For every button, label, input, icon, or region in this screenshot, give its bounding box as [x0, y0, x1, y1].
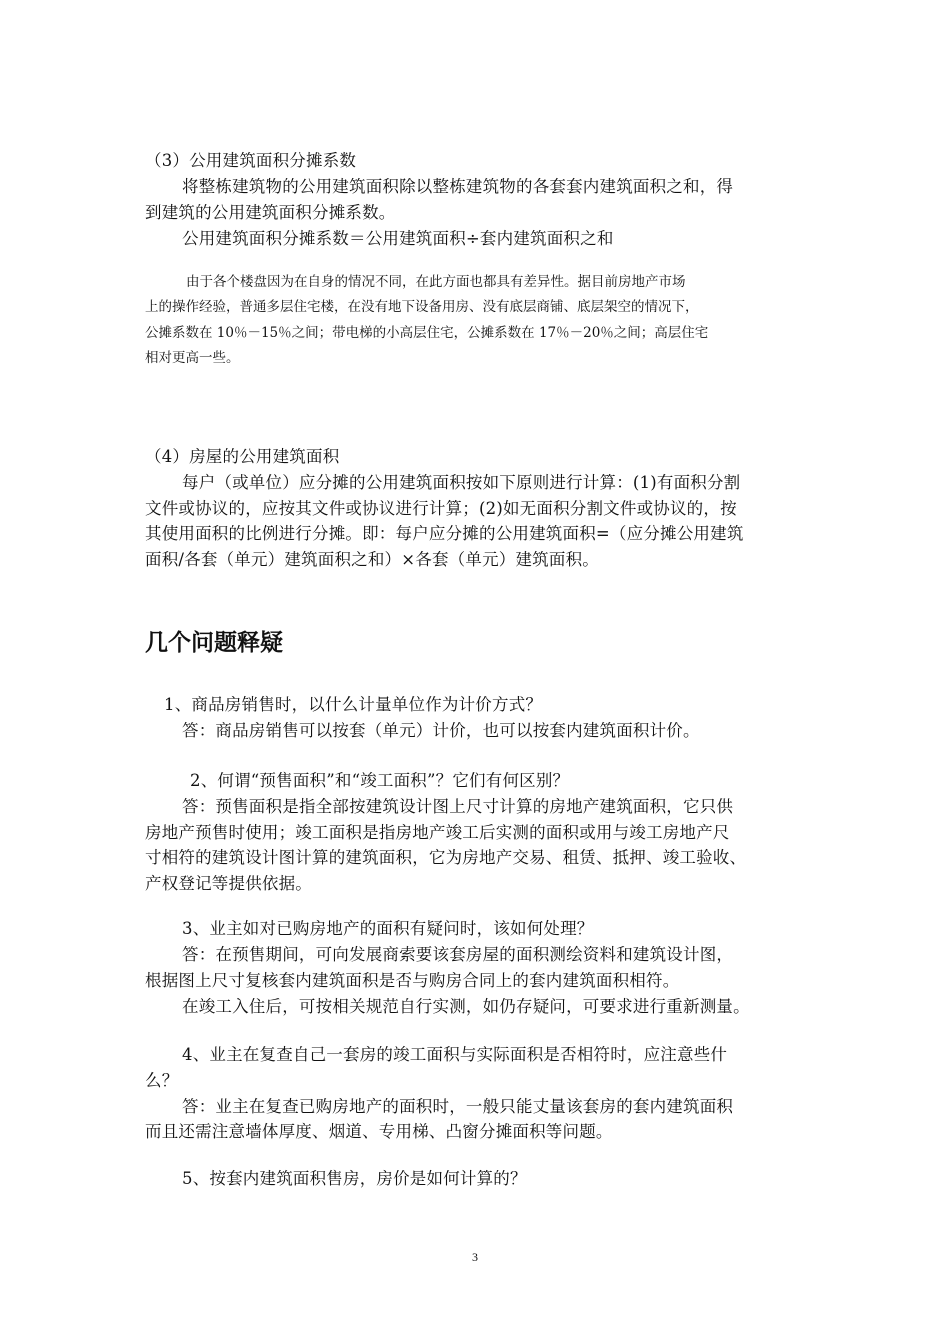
page-number: 3	[472, 1250, 478, 1264]
faq-answer-4-line: 答：业主在复查已购房地产的面积时，一般只能丈量该套房的套内建筑面积	[182, 1097, 734, 1116]
section4-line: 面积/各套（单元）建筑面积之和）×各套（单元）建筑面积。	[145, 550, 599, 569]
faq-question-1: 1、商品房销售时，以什么计量单位作为计价方式？	[164, 695, 543, 714]
faq-question-4-line1: 4、业主在复查自己一套房的竣工面积与实际面积是否相符时，应注意些什	[182, 1045, 728, 1064]
faq-answer-3-line: 答：在预售期间，可向发展商索要该套房屋的面积测绘资料和建筑设计图，	[182, 945, 734, 964]
section3-formula: 公用建筑面积分摊系数＝公用建筑面积÷套内建筑面积之和	[182, 229, 614, 248]
faq-question-3: 3、业主如对已购房地产的面积有疑问时，该如何处理？	[182, 919, 594, 938]
faq-answer-2-line: 房地产预售时使用；竣工面积是指房地产竣工后实测的面积或用与竣工房地产尺	[145, 823, 730, 842]
faq-heading: 几个问题释疑	[145, 630, 283, 656]
faq-answer-3-line: 根据图上尺寸复核套内建筑面积是否与购房合同上的套内建筑面积相符。	[145, 971, 680, 990]
faq-answer-2-line: 答：预售面积是指全部按建筑设计图上尺寸计算的房地产建筑面积，它只供	[182, 797, 734, 816]
section4-line: 其使用面积的比例进行分摊。即：每户应分摊的公用建筑面积=（应分摊公用建筑	[145, 524, 744, 543]
faq-answer-4-line: 而且还需注意墙体厚度、烟道、专用梯、凸窗分摊面积等问题。	[145, 1122, 613, 1141]
section3-note-line: 由于各个楼盘因为在自身的情况不同，在此方面也都具有差异性。据目前房地产市场	[186, 274, 686, 290]
section3-title: （3）公用建筑面积分摊系数	[145, 151, 357, 170]
section4-line: 每户（或单位）应分摊的公用建筑面积按如下原则进行计算：(1)有面积分割	[182, 473, 741, 492]
section4-title: （4）房屋的公用建筑面积	[145, 447, 340, 466]
section3-note-line: 上的操作经验，普通多层住宅楼，在没有地下设备用房、没有底层商铺、底层架空的情况下，	[145, 299, 699, 315]
faq-answer-2-line: 寸相符的建筑设计图计算的建筑面积，它为房地产交易、租赁、抵押、竣工验收、	[145, 848, 747, 867]
section3-note-line: 公摊系数在 10％－15％之间；带电梯的小高层住宅，公摊系数在 17％－20％之间；高层住宅	[145, 325, 709, 341]
section3-para1-line2: 到建筑的公用建筑面积分摊系数。	[145, 203, 396, 222]
faq-answer-3-line: 在竣工入住后，可按相关规范自行实测，如仍存疑问，可要求进行重新测量。	[182, 997, 750, 1016]
faq-question-2: 2、何谓“预售面积”和“竣工面积”？它们有何区别？	[190, 771, 570, 790]
faq-answer-2-line: 产权登记等提供依据。	[145, 874, 312, 893]
section3-note-line: 相对更高一些。	[145, 350, 240, 366]
faq-question-5: 5、按套内建筑面积售房，房价是如何计算的？	[182, 1169, 527, 1188]
faq-question-4-line2: 么？	[145, 1071, 179, 1090]
section4-line: 文件或协议的，应按其文件或协议进行计算；(2)如无面积分割文件或协议的，按	[145, 499, 737, 518]
faq-answer-1: 答：商品房销售可以按套（单元）计价，也可以按套内建筑面积计价。	[182, 721, 700, 740]
section3-para1-line1: 将整栋建筑物的公用建筑面积除以整栋建筑物的各套套内建筑面积之和，得	[182, 177, 734, 196]
